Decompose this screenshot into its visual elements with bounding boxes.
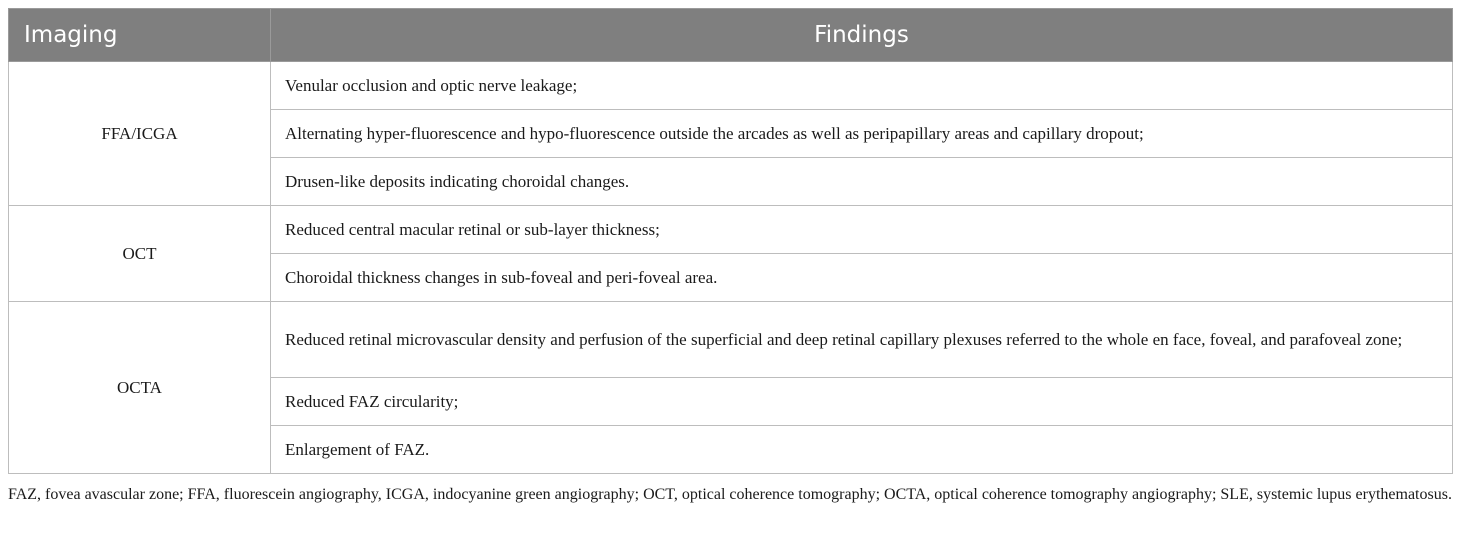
table-row	[9, 62, 1453, 110]
header-findings: Findings	[271, 9, 1453, 62]
imaging-findings-table	[8, 8, 1453, 474]
finding-cell: Choroidal thickness changes in sub-foveal and peri-foveal area.	[271, 254, 1453, 302]
findings-table-container	[8, 8, 1452, 474]
table-row	[9, 206, 1453, 254]
header-imaging: Imaging	[9, 9, 271, 62]
header-row	[9, 9, 1453, 62]
table-footnote: FAZ, fovea avascular zone; FFA, fluorescein angiography, ICGA, indocyanine green angiography; OCT, optical coherence tomography; OCTA, optical coherence tomography angiography; SLE, systemic lupus erythematosus.	[8, 486, 1452, 503]
category-ffa-icga: FFA/ICGA	[9, 62, 271, 206]
table-row	[9, 302, 1453, 378]
finding-cell: Reduced retinal microvascular density and perfusion of the superficial and deep retinal capillary plexuses referred to the whole en face, foveal, and parafoveal zone;	[271, 302, 1453, 378]
finding-cell: Enlargement of FAZ.	[271, 426, 1453, 474]
finding-cell: Drusen-like deposits indicating choroidal changes.	[271, 158, 1453, 206]
category-oct: OCT	[9, 206, 271, 302]
finding-cell: Alternating hyper-fluorescence and hypo-fluorescence outside the arcades as well as peripapillary areas and capillary dropout;	[271, 110, 1453, 158]
finding-cell: Venular occlusion and optic nerve leakage;	[271, 62, 1453, 110]
finding-cell: Reduced FAZ circularity;	[271, 378, 1453, 426]
category-octa: OCTA	[9, 302, 271, 474]
finding-cell: Reduced central macular retinal or sub-layer thickness;	[271, 206, 1453, 254]
